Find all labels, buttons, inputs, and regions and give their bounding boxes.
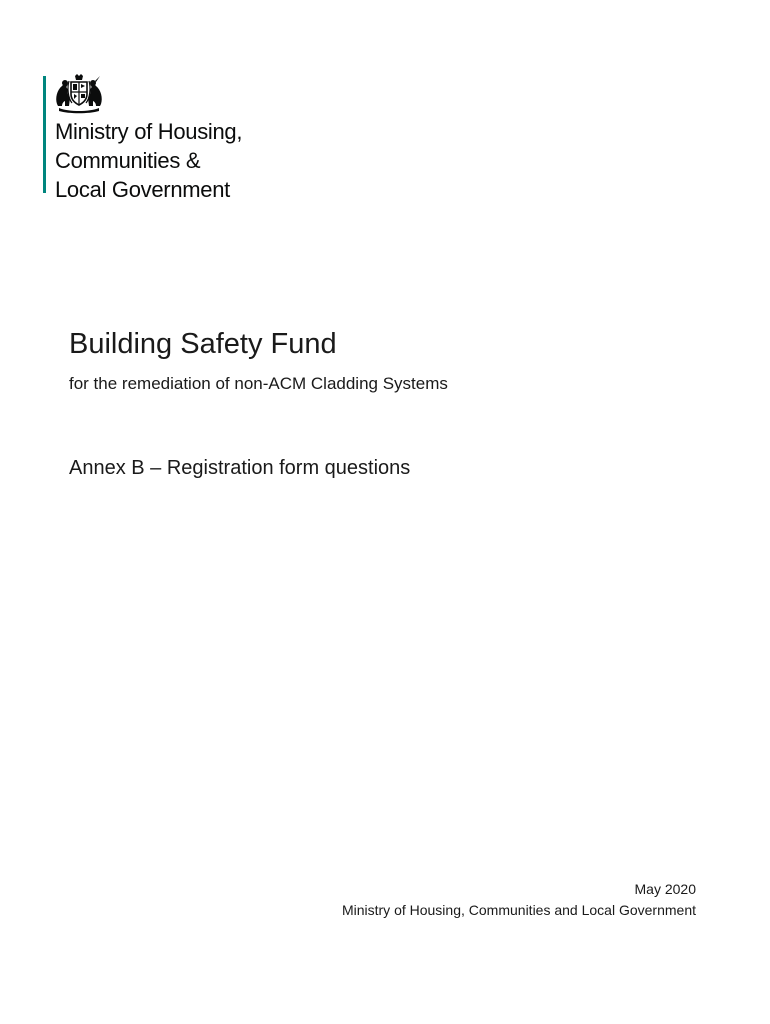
royal-coat-of-arms-icon — [53, 74, 105, 114]
organisation-name-line-2: Communities & — [55, 148, 201, 173]
document-subtitle: for the remediation of non-ACM Cladding Systems — [69, 374, 448, 393]
publication-date: May 2020 — [634, 881, 696, 897]
annex-heading: Annex B – Registration form questions — [69, 457, 411, 479]
publisher-name: Ministry of Housing, Communities and Local Government — [341, 902, 696, 918]
publication-footer — [342, 879, 696, 921]
organisation-name-line-3: Local Government — [55, 177, 230, 202]
organisation-name-line-1: Ministry of Housing, — [55, 119, 243, 144]
document-title: Building Safety Fund — [69, 328, 337, 360]
logo-accent-bar — [43, 76, 46, 193]
organisation-name — [55, 117, 242, 204]
